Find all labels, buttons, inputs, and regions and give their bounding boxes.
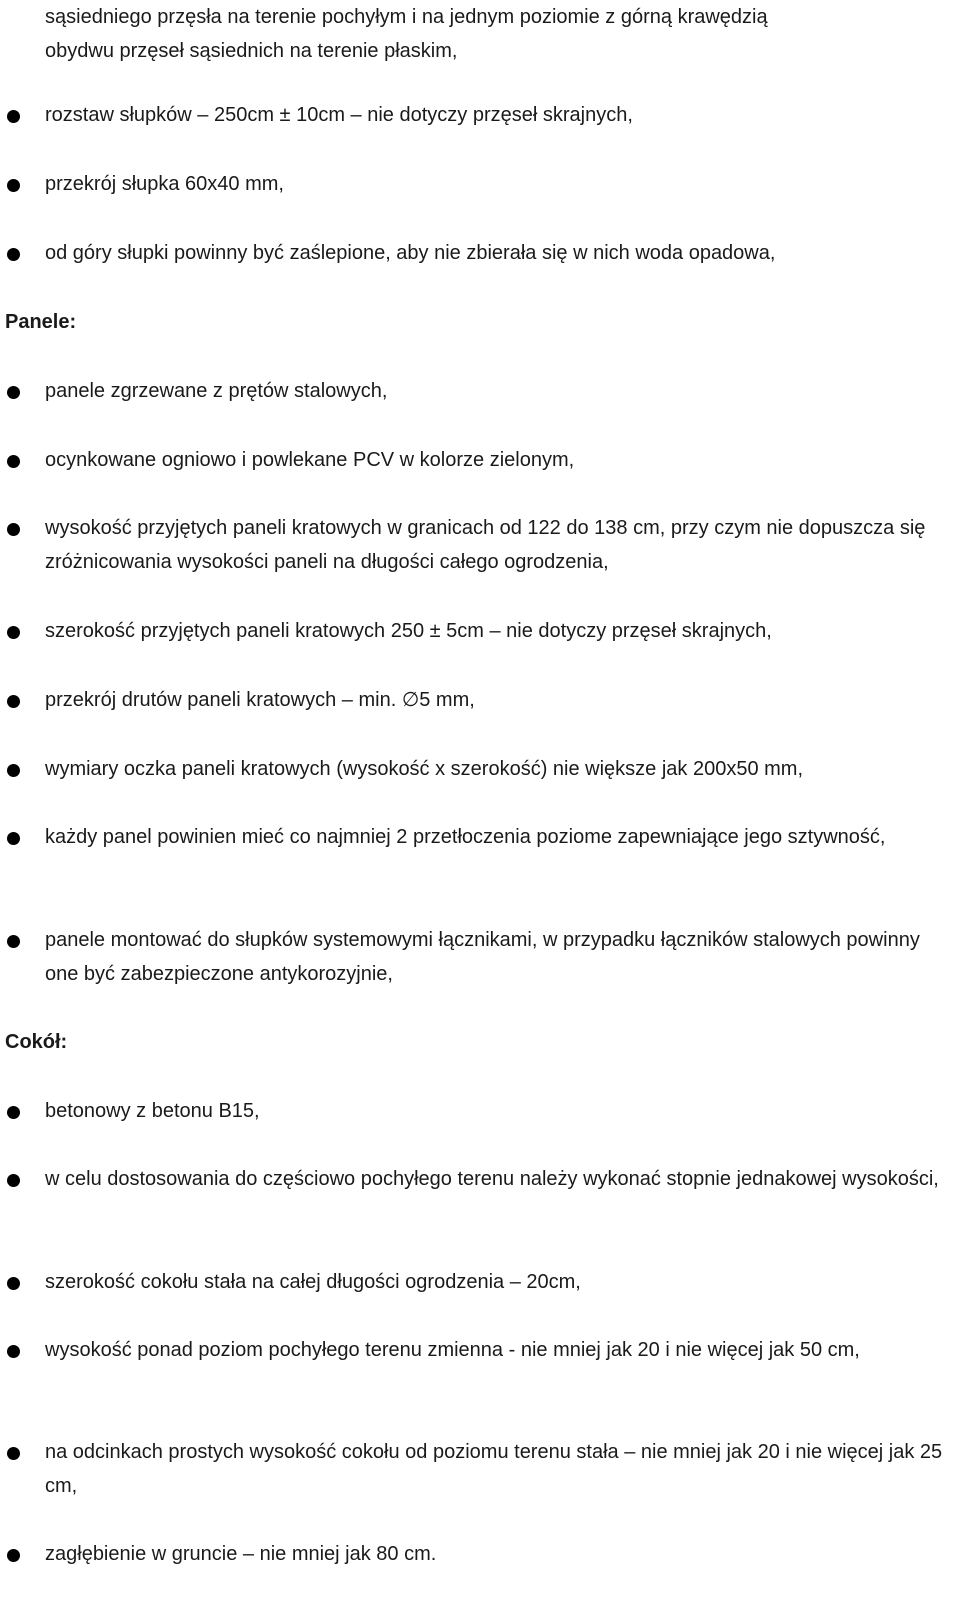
section-heading-cokol: Cokół: — [5, 1031, 68, 1053]
bullet-icon — [7, 1447, 20, 1460]
list-item-text: w celu dostosowania do częściowo pochyłego terenu należy wykonać stopnie jednakowej wysokości, — [45, 1168, 939, 1190]
intro-line: obydwu przęseł sąsiednich na terenie płaskim, — [45, 40, 458, 62]
bullet-icon — [7, 455, 20, 468]
bullet-icon — [7, 1277, 20, 1290]
bullet-icon — [7, 935, 20, 948]
list-item-text: wymiary oczka paneli kratowych (wysokość x szerokość) nie większe jak 200x50 mm, — [45, 758, 804, 780]
list-item-text: przekrój słupka 60x40 mm, — [45, 173, 284, 195]
list-item-text — [45, 683, 945, 717]
bullet-icon — [7, 248, 20, 261]
bullet-icon — [7, 523, 20, 536]
list-item-text: rozstaw słupków – 250cm ± 10cm – nie dotyczy przęseł skrajnych, — [45, 104, 633, 126]
list-item-text: szerokość przyjętych paneli kratowych 250 ± 5cm – nie dotyczy przęseł skrajnych, — [45, 620, 772, 642]
list-item-text: panele montować do słupków systemowymi łącznikami, w przypadku łączników stalowych powinny one być zabezpieczone antykorozyjnie, — [45, 929, 920, 985]
bullet-icon — [7, 626, 20, 639]
list-item-text: każdy panel powinien mieć co najmniej 2 przetłoczenia poziome zapewniające jego sztywność, — [45, 826, 886, 848]
bullet-icon — [7, 1549, 20, 1562]
list-item-text: na odcinkach prostych wysokość cokołu od poziomu terenu stała – nie mniej jak 20 i nie więcej jak 25 cm, — [45, 1441, 943, 1497]
bullet-icon — [7, 764, 20, 777]
list-item-text: wysokość przyjętych paneli kratowych w granicach od 122 do 138 cm, przy czym nie dopuszcza się zróżnicowania wysokości paneli na długości całego ogrodzenia, — [45, 517, 926, 573]
bullet-icon — [7, 1106, 20, 1119]
list-item-text: od góry słupki powinny być zaślepione, aby nie zbierała się w nich woda opadowa, — [45, 242, 776, 264]
bullet-icon — [7, 1345, 20, 1358]
bullet-icon — [7, 1174, 20, 1187]
section-heading-panele: Panele: — [5, 311, 77, 333]
intro-line: sąsiedniego przęsła na terenie pochyłym i na jednym poziomie z górną krawędzią — [45, 6, 768, 28]
bullet-icon — [7, 386, 20, 399]
diameter-value: 5 mm, — [419, 689, 475, 711]
list-item-text: zagłębienie w gruncie – nie mniej jak 80 cm. — [45, 1543, 437, 1565]
list-item-text: ocynkowane ogniowo i powlekane PCV w kolorze zielonym, — [45, 449, 575, 471]
list-item-text: wysokość ponad poziom pochyłego terenu zmienna - nie mniej jak 20 i nie więcej jak 50 cm, — [45, 1339, 860, 1361]
bullet-icon — [7, 832, 20, 845]
bullet-icon — [7, 179, 20, 192]
diameter-symbol: ∅ — [401, 689, 420, 711]
list-item-text: szerokość cokołu stała na całej długości ogrodzenia – 20cm, — [45, 1271, 581, 1293]
bullet-icon — [7, 110, 20, 123]
list-item-text: betonowy z betonu B15, — [45, 1100, 260, 1122]
bullet-icon — [7, 695, 20, 708]
list-item-text: panele zgrzewane z prętów stalowych, — [45, 380, 388, 402]
list-item-text-part: przekrój drutów paneli kratowych – min. — [45, 689, 397, 711]
